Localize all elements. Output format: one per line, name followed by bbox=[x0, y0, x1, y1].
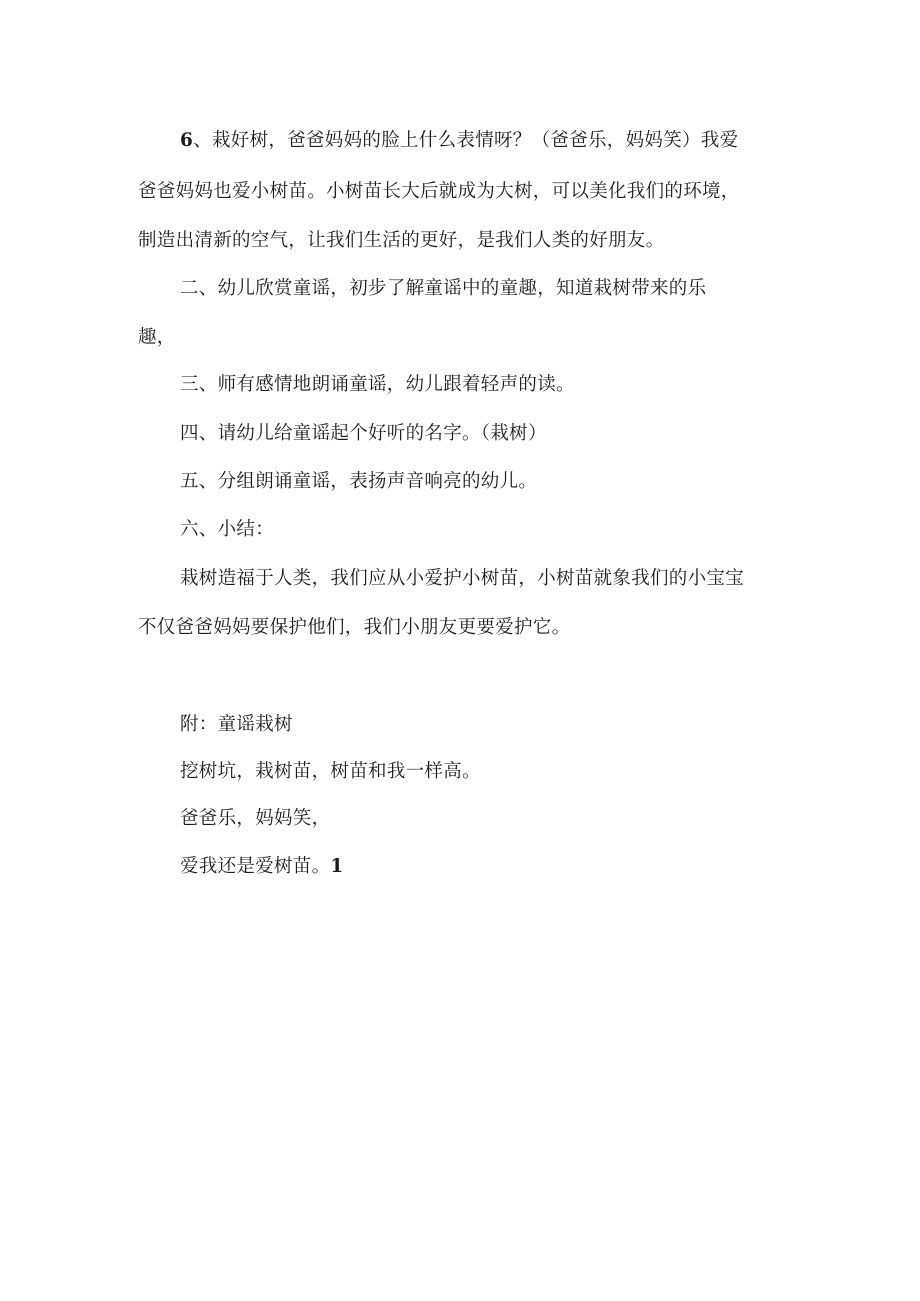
section6-title: 六、小结： bbox=[180, 519, 275, 540]
appendix-verse3-mark: 1 bbox=[330, 856, 344, 877]
section5-line: 五、分组朗诵童谣，表扬声音响亮的幼儿。 bbox=[180, 471, 538, 492]
section2-line1: 二、幼儿欣赏童谣，初步了解童谣中的童趣，知道栽树带来的乐 bbox=[180, 278, 707, 299]
appendix-title: 附：童谣栽树 bbox=[180, 714, 293, 735]
appendix-verse1: 挖树坑，栽树苗，树苗和我一样高。 bbox=[180, 761, 481, 782]
para6-number: 6 bbox=[180, 130, 194, 151]
appendix-verse3-text: 爱我还是爱树苗。 bbox=[180, 856, 331, 877]
para6-line3: 制造出清新的空气，让我们生活的更好，是我们人类的好朋友。 bbox=[138, 230, 665, 251]
para6-line2: 爸爸妈妈也爱小树苗。小树苗长大后就成为大树，可以美化我们的环境， bbox=[138, 181, 740, 202]
appendix-verse3 bbox=[180, 855, 344, 879]
appendix-verse2: 爸爸乐，妈妈笑， bbox=[180, 808, 331, 829]
para6-line1-text: 、栽好树，爸爸妈妈的脸上什么表情呀？（爸爸乐，妈妈笑）我爱 bbox=[193, 130, 739, 151]
section2-line2: 趣， bbox=[138, 327, 176, 348]
section3-line: 三、师有感情地朗诵童谣，幼儿跟着轻声的读。 bbox=[180, 374, 575, 395]
summary-line1: 栽树造福于人类，我们应从小爱护小树苗，小树苗就象我们的小宝宝 bbox=[180, 568, 745, 589]
section4-line: 四、请幼儿给童谣起个好听的名字。（栽树） bbox=[180, 423, 547, 444]
summary-line2: 不仅爸爸妈妈要保护他们，我们小朋友更要爱护它。 bbox=[138, 617, 571, 638]
para6-line1 bbox=[180, 129, 738, 153]
